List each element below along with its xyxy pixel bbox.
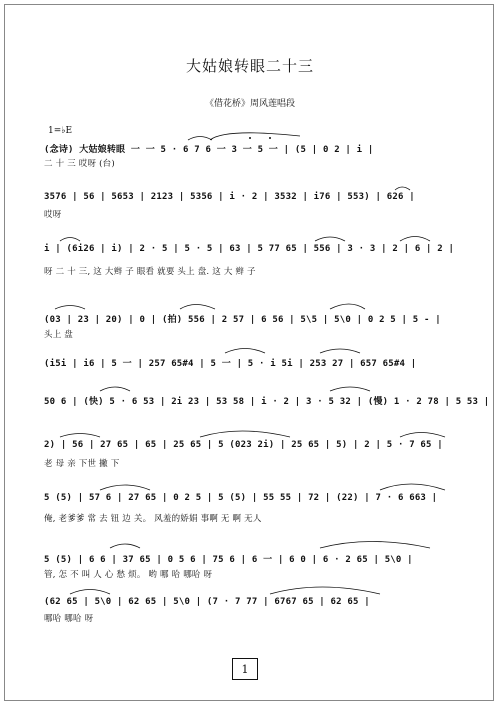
lyric-line-4: 头上 盘 (44, 330, 74, 340)
score-line-9: 5 (5) | 6 6 | 37 65 | 0 5 6 | 75 6 | 6 一 | 6 0 | 6 · 2 65 | 5\0 | (44, 555, 413, 565)
lyric-line-3: 呀 二 十 三, 这 大辫 子 眼看 就要 头上 盘. 这 大 辫 子 (44, 267, 256, 277)
page-number: 1 (232, 658, 258, 680)
score-line-8: 5 (5) | 57 6 | 27 65 | 0 2 5 | 5 (5) | 55 55 | 72 | (22) | 7 · 6 663 | (44, 493, 438, 503)
score-line-5: (i5i | i6 | 5 一 | 257 65#4 | 5 一 | 5 · i 5i | 253 27 | 657 65#4 | (44, 359, 417, 369)
song-title: 大姑娘转眼二十三 (185, 57, 314, 75)
score-line-10: (62 65 | 5\0 | 62 65 | 5\0 | (7 · 7 77 | 6767 65 | 62 65 | (44, 597, 370, 607)
key-signature: 1=♭E (48, 126, 73, 136)
score-line-4: (03 | 23 | 20) | 0 | (拍) 556 | 2 57 | 6 56 | 5\5 | 5\0 | 0 2 5 | 5 - | (44, 315, 441, 325)
score-line-2: 3576 | 56 | 5653 | 2123 | 5356 | i · 2 | 3532 | i76 | 553) | 626 | (44, 192, 415, 202)
lyric-line-2: 哎呀 (44, 210, 62, 220)
lyric-line-9: 管, 怎 不 叫 人 心 愁 烦。 哟 哪 哈 哪哈 呀 (44, 570, 213, 580)
score-line-3: i | (6i26 | i) | 2 · 5 | 5 · 5 | 63 | 5 77 65 | 556 | 3 · 3 | 2 | 6 | 2 | (44, 244, 455, 254)
lyric-line-8: 俺, 老爹爹 常 去 钮 边 关。 风羞的娇娟 事啊 无 啊 无人 (44, 514, 262, 524)
score-line-1: (念诗) 大姑娘转眼 一 一 5 · 6 7 6 一 3 一 5 一 | (5 | 0 2 | i | (44, 145, 374, 155)
lyric-line-1: 二 十 三 哎呀 (台) (44, 159, 115, 169)
score-line-6: 50 6 | (快) 5 · 6 53 | 2i 23 | 53 58 | i · 2 | 3 · 5 32 | (慢) 1 · 2 78 | 5 53 | (44, 397, 490, 407)
song-subtitle: 《借花桥》周风莲唱段 (204, 99, 295, 109)
lyric-line-10: 哪哈 哪哈 呀 (44, 614, 94, 624)
score-line-7: 2) | 56 | 27 65 | 65 | 25 65 | 5 (023 2i) | 25 65 | 5) | 2 | 5 · 7 65 | (44, 440, 443, 450)
lyric-line-7: 老 母 亲 下世 撇 下 (44, 459, 120, 469)
